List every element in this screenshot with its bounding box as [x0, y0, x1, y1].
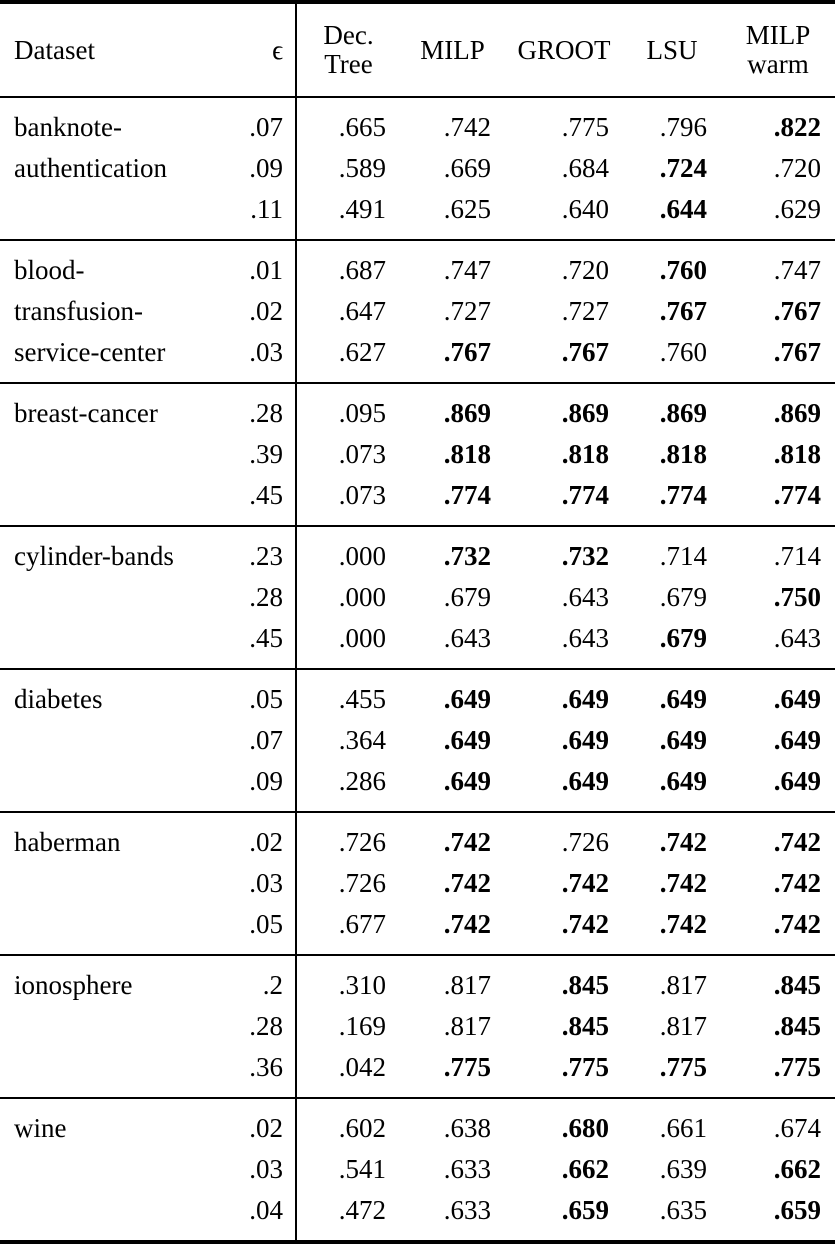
dataset-name-cell — [0, 577, 218, 618]
value-cell-dec-tree: .491 — [296, 189, 400, 240]
value-cell-milp-warm: .742 — [773, 868, 821, 898]
value-cell-milp: .742 — [443, 827, 491, 857]
epsilon-cell: .05 — [249, 684, 283, 714]
epsilon-cell: .03 — [249, 1154, 283, 1184]
dataset-name-cell — [0, 863, 218, 904]
dataset-name-cell: banknote- — [14, 112, 122, 142]
value-cell-dec-tree: .073 — [296, 434, 400, 475]
column-header-dec-tree-label-1: Dec. — [323, 20, 374, 51]
table-row — [0, 189, 835, 240]
epsilon-cell: .36 — [249, 1052, 283, 1082]
value-cell-dec-tree: .647 — [296, 291, 400, 332]
table-body — [0, 98, 835, 1242]
table-row — [0, 1006, 835, 1047]
value-cell-groot: .775 — [561, 1052, 609, 1082]
value-cell-dec-tree: .627 — [296, 332, 400, 383]
epsilon-cell: .03 — [249, 868, 283, 898]
value-cell-dec-tree: .472 — [296, 1190, 400, 1242]
value-cell-milp-warm: .662 — [773, 1154, 821, 1184]
value-cell-milp: .649 — [443, 766, 491, 796]
value-cell-milp: .774 — [443, 480, 491, 510]
column-header-dec-tree — [296, 4, 400, 97]
dataset-name-cell — [0, 720, 218, 761]
value-cell-milp-warm: .714 — [773, 541, 821, 571]
value-cell-lsu: .742 — [659, 909, 707, 939]
value-cell-groot: .649 — [561, 684, 609, 714]
table-row — [0, 956, 835, 1006]
value-cell-dec-tree: .000 — [296, 527, 400, 577]
value-cell-lsu: .774 — [659, 480, 707, 510]
value-cell-groot: .684 — [561, 153, 609, 183]
value-cell-milp-warm: .869 — [773, 398, 821, 428]
dataset-name-cell — [0, 1190, 218, 1242]
value-cell-milp: .742 — [443, 112, 491, 142]
dataset-name-cell — [0, 904, 218, 955]
dataset-name-cell: authentication — [14, 153, 167, 183]
table-row — [0, 761, 835, 812]
value-cell-groot: .640 — [561, 194, 609, 224]
value-cell-groot: .767 — [561, 337, 609, 367]
value-cell-groot: .720 — [561, 255, 609, 285]
value-cell-lsu: .679 — [659, 582, 707, 612]
value-cell-lsu: .635 — [659, 1195, 707, 1225]
value-cell-lsu: .760 — [659, 255, 707, 285]
dataset-name-cell — [0, 1149, 218, 1190]
value-cell-milp: .732 — [443, 541, 491, 571]
value-cell-lsu: .649 — [659, 725, 707, 755]
value-cell-milp: .767 — [443, 337, 491, 367]
value-cell-milp-warm: .674 — [773, 1113, 821, 1143]
value-cell-dec-tree: .589 — [296, 148, 400, 189]
value-cell-lsu: .817 — [659, 1011, 707, 1041]
dataset-name-cell — [0, 434, 218, 475]
value-cell-milp: .869 — [443, 398, 491, 428]
value-cell-lsu: .742 — [659, 868, 707, 898]
value-cell-groot: .732 — [561, 541, 609, 571]
value-cell-lsu: .869 — [659, 398, 707, 428]
value-cell-groot: .775 — [561, 112, 609, 142]
dataset-name-cell: haberman — [14, 827, 121, 857]
value-cell-dec-tree: .677 — [296, 904, 400, 955]
column-header-groot — [505, 4, 623, 97]
value-cell-dec-tree: .726 — [296, 813, 400, 863]
value-cell-lsu: .714 — [659, 541, 707, 571]
column-header-milp-warm — [721, 4, 835, 97]
epsilon-cell: .45 — [249, 480, 283, 510]
value-cell-milp: .747 — [443, 255, 491, 285]
dataset-name-cell — [0, 189, 218, 240]
header-row — [0, 4, 835, 97]
column-header-dataset — [0, 4, 218, 97]
epsilon-cell: .07 — [249, 112, 283, 142]
value-cell-groot: .845 — [561, 970, 609, 1000]
value-cell-milp-warm: .845 — [773, 970, 821, 1000]
value-cell-groot: .869 — [561, 398, 609, 428]
value-cell-dec-tree: .665 — [296, 98, 400, 148]
value-cell-milp: .649 — [443, 725, 491, 755]
value-cell-milp: .817 — [443, 970, 491, 1000]
value-cell-dec-tree: .095 — [296, 384, 400, 434]
value-cell-milp-warm: .818 — [773, 439, 821, 469]
value-cell-milp-warm: .742 — [773, 827, 821, 857]
value-cell-lsu: .742 — [659, 827, 707, 857]
value-cell-dec-tree: .169 — [296, 1006, 400, 1047]
dataset-name-cell — [0, 1047, 218, 1098]
column-header-lsu — [623, 4, 721, 97]
epsilon-cell: .02 — [249, 827, 283, 857]
dataset-name-cell: breast-cancer — [14, 398, 158, 428]
value-cell-milp: .643 — [443, 623, 491, 653]
table-row — [0, 577, 835, 618]
value-cell-milp: .775 — [443, 1052, 491, 1082]
table-row — [0, 98, 835, 148]
value-cell-groot: .643 — [561, 623, 609, 653]
column-header-groot-label: GROOT — [517, 34, 611, 65]
table-row — [0, 813, 835, 863]
table-row — [0, 1149, 835, 1190]
value-cell-milp-warm: .649 — [773, 725, 821, 755]
value-cell-dec-tree: .541 — [296, 1149, 400, 1190]
value-cell-milp-warm: .643 — [773, 623, 821, 653]
value-cell-milp-warm: .629 — [773, 194, 821, 224]
dataset-name-cell — [0, 475, 218, 526]
value-cell-milp: .679 — [443, 582, 491, 612]
value-cell-groot: .680 — [561, 1113, 609, 1143]
value-cell-milp: .817 — [443, 1011, 491, 1041]
value-cell-milp-warm: .774 — [773, 480, 821, 510]
column-header-milp-warm-label-1: MILP — [745, 20, 811, 51]
column-header-milp-label: MILP — [420, 34, 485, 65]
epsilon-cell: .02 — [249, 296, 283, 326]
table-row — [0, 291, 835, 332]
value-cell-milp-warm: .767 — [773, 296, 821, 326]
table-row — [0, 670, 835, 720]
value-cell-dec-tree: .042 — [296, 1047, 400, 1098]
value-cell-lsu: .818 — [659, 439, 707, 469]
value-cell-lsu: .724 — [659, 153, 707, 183]
table-row — [0, 618, 835, 669]
epsilon-cell: .2 — [262, 970, 283, 1000]
value-cell-milp-warm: .720 — [773, 153, 821, 183]
value-cell-groot: .774 — [561, 480, 609, 510]
value-cell-groot: .845 — [561, 1011, 609, 1041]
value-cell-dec-tree: .687 — [296, 241, 400, 291]
dataset-name-cell: wine — [14, 1113, 67, 1143]
value-cell-dec-tree: .364 — [296, 720, 400, 761]
column-header-milp — [400, 4, 505, 97]
value-cell-milp: .633 — [443, 1154, 491, 1184]
value-cell-dec-tree: .073 — [296, 475, 400, 526]
value-cell-groot: .649 — [561, 725, 609, 755]
column-header-epsilon — [218, 4, 296, 97]
dataset-name-cell: service-center — [14, 337, 166, 367]
value-cell-lsu: .767 — [659, 296, 707, 326]
value-cell-groot: .727 — [561, 296, 609, 326]
epsilon-cell: .09 — [249, 153, 283, 183]
epsilon-cell: .01 — [249, 255, 283, 285]
dataset-name-cell — [0, 1006, 218, 1047]
table-row — [0, 1190, 835, 1242]
dataset-name-cell: diabetes — [14, 684, 103, 714]
table-row — [0, 384, 835, 434]
table-header — [0, 2, 835, 98]
dataset-name-cell: blood- — [14, 255, 85, 285]
table-row — [0, 332, 835, 383]
value-cell-groot: .818 — [561, 439, 609, 469]
value-cell-dec-tree: .000 — [296, 618, 400, 669]
table-row — [0, 1099, 835, 1149]
value-cell-groot: .662 — [561, 1154, 609, 1184]
value-cell-milp-warm: .767 — [773, 337, 821, 367]
dataset-name-cell: ionosphere — [14, 970, 133, 1000]
value-cell-groot: .742 — [561, 868, 609, 898]
value-cell-milp-warm: .750 — [773, 582, 821, 612]
table-row — [0, 241, 835, 291]
value-cell-lsu: .796 — [659, 112, 707, 142]
value-cell-milp-warm: .845 — [773, 1011, 821, 1041]
value-cell-milp-warm: .649 — [773, 766, 821, 796]
value-cell-milp-warm: .742 — [773, 909, 821, 939]
table-row — [0, 863, 835, 904]
column-header-dec-tree-label-2: Tree — [324, 49, 373, 79]
value-cell-milp-warm: .822 — [773, 112, 821, 142]
value-cell-milp: .633 — [443, 1195, 491, 1225]
value-cell-milp: .649 — [443, 684, 491, 714]
value-cell-dec-tree: .000 — [296, 577, 400, 618]
value-cell-lsu: .649 — [659, 766, 707, 796]
epsilon-cell: .09 — [249, 766, 283, 796]
value-cell-dec-tree: .602 — [296, 1099, 400, 1149]
epsilon-cell: .11 — [250, 194, 283, 224]
value-cell-groot: .643 — [561, 582, 609, 612]
epsilon-cell: .07 — [249, 725, 283, 755]
value-cell-lsu: .817 — [659, 970, 707, 1000]
value-cell-milp: .669 — [443, 153, 491, 183]
value-cell-dec-tree: .310 — [296, 956, 400, 1006]
value-cell-milp-warm: .775 — [773, 1052, 821, 1082]
table-row — [0, 434, 835, 475]
epsilon-cell: .28 — [249, 1011, 283, 1041]
dataset-name-cell: cylinder-bands — [14, 541, 174, 571]
value-cell-lsu: .760 — [659, 337, 707, 367]
value-cell-milp: .742 — [443, 909, 491, 939]
epsilon-cell: .02 — [249, 1113, 283, 1143]
column-header-dataset-label: Dataset — [14, 34, 95, 65]
value-cell-dec-tree: .286 — [296, 761, 400, 812]
table-row — [0, 720, 835, 761]
epsilon-cell: .28 — [249, 582, 283, 612]
table-row — [0, 148, 835, 189]
value-cell-groot: .659 — [561, 1195, 609, 1225]
epsilon-cell: .03 — [249, 337, 283, 367]
epsilon-cell: .05 — [249, 909, 283, 939]
value-cell-lsu: .644 — [659, 194, 707, 224]
value-cell-groot: .649 — [561, 766, 609, 796]
epsilon-cell: .39 — [249, 439, 283, 469]
value-cell-milp: .742 — [443, 868, 491, 898]
value-cell-dec-tree: .455 — [296, 670, 400, 720]
value-cell-lsu: .649 — [659, 684, 707, 714]
column-header-epsilon-label: ϵ — [272, 34, 283, 65]
value-cell-groot: .726 — [561, 827, 609, 857]
table-row — [0, 475, 835, 526]
value-cell-milp: .818 — [443, 439, 491, 469]
value-cell-groot: .742 — [561, 909, 609, 939]
value-cell-milp-warm: .747 — [773, 255, 821, 285]
column-header-lsu-label: LSU — [646, 34, 698, 65]
value-cell-lsu: .661 — [659, 1113, 707, 1143]
dataset-name-cell: transfusion- — [14, 296, 143, 326]
table-row — [0, 904, 835, 955]
value-cell-lsu: .639 — [659, 1154, 707, 1184]
dataset-name-cell — [0, 761, 218, 812]
table-row — [0, 527, 835, 577]
value-cell-lsu: .775 — [659, 1052, 707, 1082]
value-cell-milp: .727 — [443, 296, 491, 326]
epsilon-cell: .28 — [249, 398, 283, 428]
value-cell-dec-tree: .726 — [296, 863, 400, 904]
epsilon-cell: .45 — [249, 623, 283, 653]
epsilon-cell: .23 — [249, 541, 283, 571]
value-cell-milp: .625 — [443, 194, 491, 224]
value-cell-milp: .638 — [443, 1113, 491, 1143]
epsilon-cell: .04 — [249, 1195, 283, 1225]
table-row — [0, 1047, 835, 1098]
value-cell-lsu: .679 — [659, 623, 707, 653]
value-cell-milp-warm: .659 — [773, 1195, 821, 1225]
value-cell-milp-warm: .649 — [773, 684, 821, 714]
dataset-name-cell — [0, 618, 218, 669]
column-header-milp-warm-label-2: warm — [747, 49, 809, 79]
